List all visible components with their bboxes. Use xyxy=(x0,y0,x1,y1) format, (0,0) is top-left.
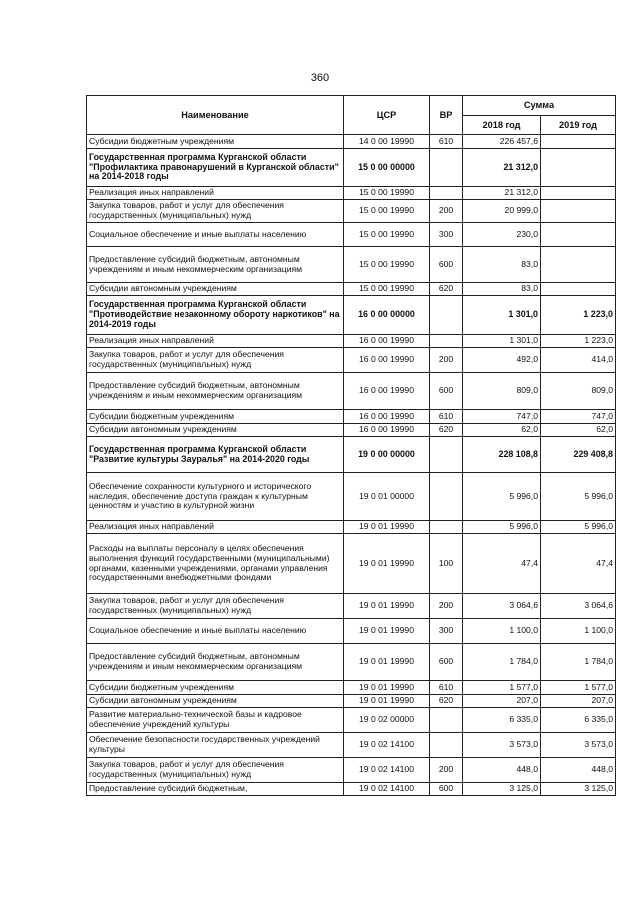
row-csr: 16 0 00 19990 xyxy=(344,348,430,373)
row-vr xyxy=(430,149,463,187)
page-number: 360 xyxy=(310,72,330,84)
row-sum-2019: 448,0 xyxy=(541,758,616,783)
row-vr xyxy=(430,733,463,758)
table-row xyxy=(87,758,616,783)
header-csr: ЦСР xyxy=(344,96,430,135)
row-vr: 200 xyxy=(430,348,463,373)
table-row xyxy=(87,149,616,187)
row-sum-2018: 448,0 xyxy=(463,758,541,783)
row-vr: 620 xyxy=(430,283,463,296)
row-sum-2019: 5 996,0 xyxy=(541,521,616,534)
row-csr: 19 0 01 19990 xyxy=(344,534,430,594)
table-row xyxy=(87,335,616,348)
table-row xyxy=(87,296,616,335)
table-row xyxy=(87,410,616,424)
row-sum-2018: 1 577,0 xyxy=(463,681,541,695)
row-csr: 15 0 00 19990 xyxy=(344,223,430,247)
row-name: Реализация иных направлений xyxy=(87,187,344,200)
row-sum-2019 xyxy=(541,187,616,200)
row-sum-2018: 83,0 xyxy=(463,283,541,296)
row-name: Социальное обеспечение и иные выплаты населению xyxy=(87,619,344,644)
row-vr: 620 xyxy=(430,695,463,708)
row-vr: 600 xyxy=(430,783,463,796)
table-row xyxy=(87,783,616,796)
row-sum-2019 xyxy=(541,283,616,296)
row-csr: 15 0 00 19990 xyxy=(344,283,430,296)
row-csr: 19 0 02 00000 xyxy=(344,708,430,733)
row-sum-2019: 414,0 xyxy=(541,348,616,373)
row-sum-2018: 1 301,0 xyxy=(463,335,541,348)
row-csr: 19 0 01 19990 xyxy=(344,619,430,644)
row-sum-2018: 3 573,0 xyxy=(463,733,541,758)
row-sum-2019 xyxy=(541,247,616,283)
row-sum-2019: 3 573,0 xyxy=(541,733,616,758)
table-row xyxy=(87,424,616,437)
row-sum-2018: 20 999,0 xyxy=(463,200,541,223)
table-row xyxy=(87,594,616,619)
row-name: Государственная программа Курганской области "Развитие культуры Зауралья" на 2014-2020 годы xyxy=(87,437,344,473)
row-vr: 100 xyxy=(430,534,463,594)
table-header xyxy=(87,96,616,135)
row-sum-2019: 809,0 xyxy=(541,373,616,410)
row-csr: 15 0 00 19990 xyxy=(344,200,430,223)
row-vr: 620 xyxy=(430,424,463,437)
row-sum-2018: 5 996,0 xyxy=(463,473,541,521)
table-row xyxy=(87,708,616,733)
row-sum-2019: 3 064,6 xyxy=(541,594,616,619)
row-csr: 19 0 01 19990 xyxy=(344,594,430,619)
row-sum-2019: 1 223,0 xyxy=(541,335,616,348)
row-name: Закупка товаров, работ и услуг для обеспечения государственных (муниципальных) нужд xyxy=(87,348,344,373)
header-2018: 2018 год xyxy=(463,116,541,135)
row-csr: 19 0 02 14100 xyxy=(344,758,430,783)
row-vr: 600 xyxy=(430,644,463,681)
row-name: Реализация иных направлений xyxy=(87,335,344,348)
row-vr xyxy=(430,187,463,200)
row-sum-2018: 3 125,0 xyxy=(463,783,541,796)
row-csr: 19 0 02 14100 xyxy=(344,783,430,796)
row-name: Расходы на выплаты персоналу в целях обеспечения выполнения функций государственными (муниципальными) органами, казенными учреждениями, органами управления государственными внебюджетными фондами xyxy=(87,534,344,594)
table-row xyxy=(87,473,616,521)
row-vr: 300 xyxy=(430,223,463,247)
row-name: Субсидии автономным учреждениям xyxy=(87,695,344,708)
row-sum-2019 xyxy=(541,223,616,247)
row-sum-2019: 1 577,0 xyxy=(541,681,616,695)
row-sum-2018: 747,0 xyxy=(463,410,541,424)
row-name: Субсидии бюджетным учреждениям xyxy=(87,681,344,695)
row-vr: 600 xyxy=(430,247,463,283)
row-sum-2018: 1 784,0 xyxy=(463,644,541,681)
header-vr: ВР xyxy=(430,96,463,135)
row-vr: 610 xyxy=(430,681,463,695)
row-vr: 610 xyxy=(430,135,463,149)
table-row xyxy=(87,521,616,534)
row-sum-2019: 1 784,0 xyxy=(541,644,616,681)
row-csr: 16 0 00 19990 xyxy=(344,410,430,424)
row-csr: 14 0 00 19990 xyxy=(344,135,430,149)
row-csr: 19 0 01 00000 xyxy=(344,473,430,521)
row-csr: 16 0 00 00000 xyxy=(344,296,430,335)
row-sum-2018: 809,0 xyxy=(463,373,541,410)
table-row xyxy=(87,681,616,695)
row-name: Субсидии автономным учреждениям xyxy=(87,424,344,437)
table-row xyxy=(87,348,616,373)
row-name: Обеспечение сохранности культурного и исторического наследия, обеспечение доступа граждан к культурным ценностям и участию в культурной жизни xyxy=(87,473,344,521)
row-csr: 16 0 00 19990 xyxy=(344,335,430,348)
table-row xyxy=(87,619,616,644)
row-name: Государственная программа Курганской области "Профилактика правонарушений в Курганской области" на 2014-2018 годы xyxy=(87,149,344,187)
row-name: Закупка товаров, работ и услуг для обеспечения государственных (муниципальных) нужд xyxy=(87,758,344,783)
row-csr: 19 0 01 19990 xyxy=(344,644,430,681)
row-sum-2018: 47,4 xyxy=(463,534,541,594)
row-name: Закупка товаров, работ и услуг для обеспечения государственных (муниципальных) нужд xyxy=(87,594,344,619)
row-name: Закупка товаров, работ и услуг для обеспечения государственных (муниципальных) нужд xyxy=(87,200,344,223)
table-row xyxy=(87,247,616,283)
row-name: Реализация иных направлений xyxy=(87,521,344,534)
row-name: Развитие материально-технической базы и кадровое обеспечение учреждений культуры xyxy=(87,708,344,733)
row-sum-2019: 1 223,0 xyxy=(541,296,616,335)
row-sum-2018: 62,0 xyxy=(463,424,541,437)
table-row xyxy=(87,534,616,594)
row-vr xyxy=(430,521,463,534)
row-vr: 610 xyxy=(430,410,463,424)
table-row xyxy=(87,644,616,681)
row-sum-2018: 1 100,0 xyxy=(463,619,541,644)
row-sum-2018: 3 064,6 xyxy=(463,594,541,619)
row-vr xyxy=(430,437,463,473)
row-name: Субсидии бюджетным учреждениям xyxy=(87,135,344,149)
row-vr xyxy=(430,708,463,733)
row-vr: 300 xyxy=(430,619,463,644)
row-sum-2018: 5 996,0 xyxy=(463,521,541,534)
row-sum-2018: 1 301,0 xyxy=(463,296,541,335)
row-vr xyxy=(430,296,463,335)
row-sum-2018: 21 312,0 xyxy=(463,149,541,187)
table-body xyxy=(87,135,616,796)
row-name: Государственная программа Курганской области "Противодействие незаконному обороту наркотиков" на 2014-2019 годы xyxy=(87,296,344,335)
row-sum-2019: 5 996,0 xyxy=(541,473,616,521)
table-row xyxy=(87,437,616,473)
row-sum-2018: 6 335,0 xyxy=(463,708,541,733)
row-csr: 16 0 00 19990 xyxy=(344,373,430,410)
row-name: Предоставление субсидий бюджетным, автономным учреждениям и иным некоммерческим организациям xyxy=(87,247,344,283)
row-vr: 200 xyxy=(430,594,463,619)
row-sum-2018: 230,0 xyxy=(463,223,541,247)
table-row xyxy=(87,695,616,708)
row-csr: 15 0 00 19990 xyxy=(344,247,430,283)
table-row xyxy=(87,187,616,200)
row-csr: 19 0 01 19990 xyxy=(344,695,430,708)
row-name: Обеспечение безопасности государственных учреждений культуры xyxy=(87,733,344,758)
row-sum-2018: 226 457,6 xyxy=(463,135,541,149)
row-csr: 16 0 00 19990 xyxy=(344,424,430,437)
table-row xyxy=(87,373,616,410)
row-sum-2019: 6 335,0 xyxy=(541,708,616,733)
row-name: Субсидии бюджетным учреждениям xyxy=(87,410,344,424)
row-sum-2018: 21 312,0 xyxy=(463,187,541,200)
row-name: Социальное обеспечение и иные выплаты населению xyxy=(87,223,344,247)
row-name: Предоставление субсидий бюджетным, автономным учреждениям и иным некоммерческим организациям xyxy=(87,373,344,410)
row-sum-2018: 207,0 xyxy=(463,695,541,708)
row-name: Предоставление субсидий бюджетным, xyxy=(87,783,344,796)
row-name: Предоставление субсидий бюджетным, автономным учреждениям и иным некоммерческим организациям xyxy=(87,644,344,681)
row-sum-2018: 83,0 xyxy=(463,247,541,283)
row-csr: 19 0 01 19990 xyxy=(344,681,430,695)
table-row xyxy=(87,223,616,247)
row-csr: 19 0 02 14100 xyxy=(344,733,430,758)
row-vr xyxy=(430,335,463,348)
row-csr: 19 0 01 19990 xyxy=(344,521,430,534)
row-name: Субсидии автономным учреждениям xyxy=(87,283,344,296)
table-row xyxy=(87,733,616,758)
row-sum-2019: 747,0 xyxy=(541,410,616,424)
header-2019: 2019 год xyxy=(541,116,616,135)
row-sum-2018: 228 108,8 xyxy=(463,437,541,473)
row-sum-2019 xyxy=(541,200,616,223)
table-row xyxy=(87,283,616,296)
row-sum-2019: 1 100,0 xyxy=(541,619,616,644)
row-csr: 15 0 00 19990 xyxy=(344,187,430,200)
table-row xyxy=(87,135,616,149)
row-vr xyxy=(430,473,463,521)
header-sum: Сумма xyxy=(463,96,616,116)
row-csr: 15 0 00 00000 xyxy=(344,149,430,187)
row-csr: 19 0 00 00000 xyxy=(344,437,430,473)
row-vr: 200 xyxy=(430,200,463,223)
row-sum-2019 xyxy=(541,149,616,187)
header-name: Наименование xyxy=(87,96,344,135)
row-sum-2019: 3 125,0 xyxy=(541,783,616,796)
row-sum-2019: 229 408,8 xyxy=(541,437,616,473)
table-row xyxy=(87,200,616,223)
row-vr: 600 xyxy=(430,373,463,410)
row-sum-2019: 47,4 xyxy=(541,534,616,594)
row-vr: 200 xyxy=(430,758,463,783)
row-sum-2019: 207,0 xyxy=(541,695,616,708)
row-sum-2019: 62,0 xyxy=(541,424,616,437)
row-sum-2019 xyxy=(541,135,616,149)
budget-table xyxy=(86,95,616,796)
row-sum-2018: 492,0 xyxy=(463,348,541,373)
